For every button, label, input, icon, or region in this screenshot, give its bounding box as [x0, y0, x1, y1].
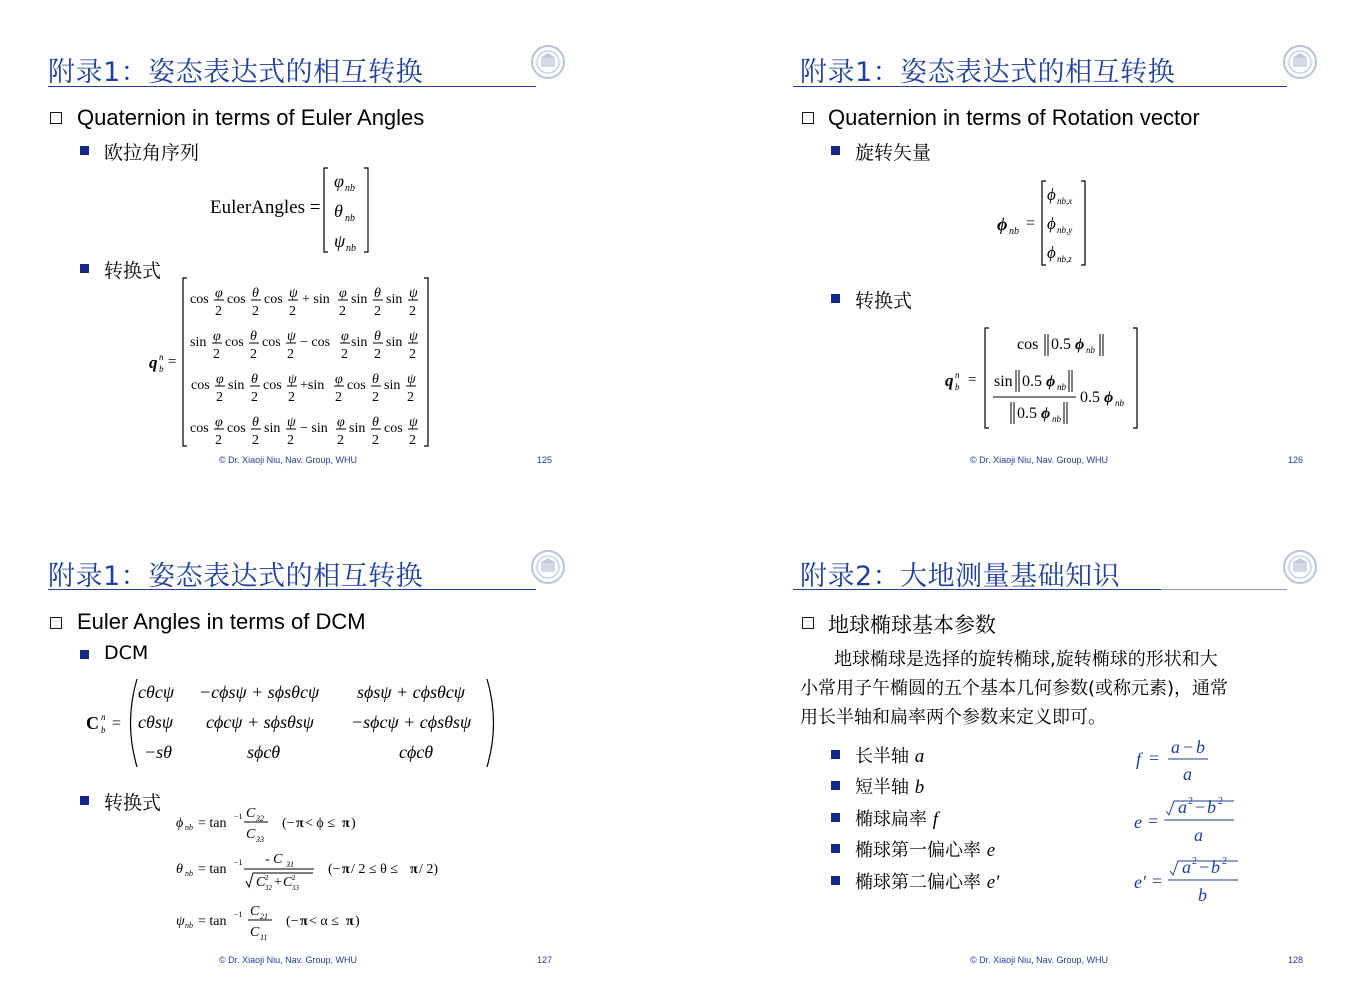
param-semi-major: 长半轴 a: [855, 746, 925, 767]
svg-text:ϕ: ϕ: [1047, 185, 1056, 204]
bullet-dcm: DCM: [104, 642, 149, 664]
svg-text:2: 2: [216, 390, 223, 405]
svg-text:π: π: [342, 862, 350, 877]
svg-text:− cos: − cos: [300, 335, 331, 350]
university-seal-icon: [1282, 549, 1318, 585]
svg-text:sin: sin: [384, 378, 401, 393]
svg-text:φ: φ: [337, 415, 345, 430]
svg-text:π: π: [346, 914, 354, 929]
svg-text:θ: θ: [252, 286, 259, 301]
svg-text:- C: - C: [265, 852, 283, 867]
section-heading: Quaternion in terms of Rotation vector: [828, 105, 1200, 130]
svg-text:ψ: ψ: [287, 329, 296, 344]
svg-text:cos: cos: [227, 292, 246, 307]
svg-text:ψ: ψ: [288, 372, 297, 387]
ellipsoid-formulas: [1126, 733, 1256, 908]
svg-text:cos: cos: [263, 378, 282, 393]
svg-text:nb: nb: [185, 921, 193, 930]
footer-credit: © Dr. Xiaoji Niu, Nav. Group, WHU: [970, 955, 1108, 965]
svg-text:a: a: [1194, 825, 1203, 845]
euler-from-dcm-formulas: [172, 797, 472, 947]
hollow-square-bullet-icon: [802, 617, 814, 629]
svg-text:2: 2: [372, 390, 379, 405]
svg-text:sin: sin: [190, 335, 207, 350]
svg-text:2: 2: [372, 433, 379, 448]
slide-126: [686, 0, 1371, 497]
svg-text:cos: cos: [190, 421, 209, 436]
svg-text:a: a: [1171, 737, 1180, 757]
svg-text:π: π: [342, 816, 350, 831]
svg-text:< α ≤: < α ≤: [309, 914, 339, 929]
university-seal-icon: [530, 44, 566, 80]
filled-square-bullet-icon: [80, 650, 89, 659]
title-underline-thin: [1161, 589, 1287, 590]
svg-text:φ: φ: [335, 372, 343, 387]
quaternion-rotation-formula: [941, 326, 1146, 432]
svg-text:2: 2: [339, 304, 346, 319]
param-flattening: 椭球扁率 f: [855, 809, 939, 830]
svg-text:−1: −1: [234, 910, 243, 919]
svg-text:nb: nb: [185, 823, 193, 832]
svg-text:φ: φ: [213, 329, 221, 344]
svg-text:C: C: [250, 925, 260, 940]
svg-text:0.5: 0.5: [1080, 389, 1100, 406]
svg-text:ψ: ψ: [176, 914, 185, 929]
svg-text:(−: (−: [286, 914, 299, 929]
svg-text:π: π: [296, 816, 304, 831]
svg-text:2: 2: [289, 304, 296, 319]
svg-text:sin: sin: [351, 335, 368, 350]
svg-text:sin: sin: [349, 421, 366, 436]
svg-text:φ: φ: [215, 415, 223, 430]
svg-text:b: b: [1211, 857, 1220, 877]
bullet-euler-sequence: 欧拉角序列: [104, 142, 200, 164]
svg-text:ϕ: ϕ: [1047, 214, 1056, 233]
svg-text:2: 2: [252, 433, 259, 448]
svg-text:cos: cos: [227, 421, 246, 436]
svg-text:=: =: [1152, 871, 1163, 891]
euler-angle-vector: [320, 166, 380, 254]
svg-text:cϕcψ + sϕsθsψ: cϕcψ + sϕsθsψ: [206, 712, 314, 732]
svg-text:−1: −1: [234, 858, 243, 867]
title-underline: [793, 86, 1287, 87]
svg-text:−: −: [1195, 797, 1206, 817]
svg-text:+: +: [274, 875, 282, 890]
svg-text:=: =: [968, 372, 977, 388]
svg-text:2: 2: [288, 390, 295, 405]
svg-text:2: 2: [374, 304, 381, 319]
svg-text:2: 2: [1218, 796, 1223, 807]
svg-text:2: 2: [287, 347, 294, 362]
svg-text:θ: θ: [334, 201, 343, 221]
svg-text:e': e': [1134, 872, 1146, 892]
ellipsoid-paragraph: 地球椭球是选择的旋转椭球,旋转椭球的形状和大 小常用子午椭圆的五个基本几何参数(或称元素)，通常 用长半轴和扁率两个参数来定义即可。: [800, 649, 1229, 728]
svg-text:(−: (−: [282, 816, 295, 831]
equation-lhs: EulerAngles =: [210, 197, 321, 218]
svg-text:32: 32: [256, 814, 264, 823]
param-second-eccentricity: 椭球第二偏心率 e': [855, 872, 1000, 893]
svg-text:−: −: [1199, 857, 1210, 877]
section-heading: Euler Angles in terms of DCM: [77, 609, 366, 634]
svg-text:=: =: [1026, 215, 1036, 232]
svg-text:nb: nb: [1115, 398, 1124, 408]
svg-text:= tan: = tan: [198, 816, 227, 831]
title-underline: [48, 86, 536, 87]
svg-text:b: b: [159, 364, 164, 374]
svg-text:cθcψ: cθcψ: [138, 682, 174, 702]
svg-text:b: b: [1196, 737, 1205, 757]
footer-credit: © Dr. Xiaoji Niu, Nav. Group, WHU: [970, 455, 1108, 465]
filled-square-bullet-icon: [80, 796, 89, 805]
svg-text:ψ: ψ: [287, 415, 296, 430]
svg-text:= tan: = tan: [198, 914, 227, 929]
section-heading: Quaternion in terms of Euler Angles: [77, 105, 425, 130]
svg-text:=: =: [112, 715, 122, 732]
svg-text:nb: nb: [345, 183, 355, 194]
svg-text:φ: φ: [215, 286, 223, 301]
svg-text:ψ: ψ: [409, 415, 418, 430]
svg-text:= tan: = tan: [198, 862, 227, 877]
svg-text:2: 2: [215, 304, 222, 319]
svg-text:sϕsψ + cϕsθcψ: sϕsψ + cϕsθcψ: [357, 682, 465, 702]
svg-text:ψ: ψ: [334, 231, 346, 251]
title-underline: [48, 589, 536, 590]
svg-text:2: 2: [215, 433, 222, 448]
svg-text:C: C: [246, 806, 256, 821]
svg-text:f: f: [1136, 749, 1142, 769]
svg-text:ψ: ψ: [407, 372, 416, 387]
svg-text:cos: cos: [347, 378, 366, 393]
svg-text:φ: φ: [341, 329, 349, 344]
bullet-conversion: 转换式: [104, 260, 162, 282]
svg-text:θ: θ: [252, 415, 259, 430]
svg-text:ϕ: ϕ: [1075, 336, 1085, 353]
svg-text:b: b: [101, 725, 106, 735]
svg-text:2: 2: [407, 390, 414, 405]
filled-square-bullet-icon: [80, 264, 89, 273]
svg-text:ϕ: ϕ: [997, 214, 1008, 234]
param-semi-minor: 短半轴 b: [855, 777, 925, 798]
svg-text:sin: sin: [386, 292, 403, 307]
svg-text:2: 2: [409, 304, 416, 319]
svg-text:b: b: [955, 382, 960, 392]
svg-text:θ: θ: [250, 329, 257, 344]
svg-text:32: 32: [265, 884, 272, 892]
svg-text:33: 33: [256, 835, 264, 844]
svg-text:cϕcθ: cϕcθ: [399, 742, 434, 762]
svg-text:θ: θ: [251, 372, 258, 387]
quaternion-euler-formula: [145, 276, 435, 448]
svg-text:2: 2: [337, 433, 344, 448]
filled-square-bullet-icon: [831, 844, 840, 853]
bullet-conversion: 转换式: [855, 290, 913, 312]
svg-text:C: C: [246, 827, 256, 842]
svg-text:a: a: [1178, 797, 1187, 817]
svg-text:cos: cos: [190, 292, 209, 307]
svg-text:n: n: [101, 712, 106, 722]
page-number: 127: [537, 955, 553, 965]
svg-text:nb: nb: [345, 213, 355, 224]
svg-text:−: −: [1183, 737, 1194, 757]
slide-125: [0, 0, 685, 497]
svg-text:nb: nb: [185, 869, 193, 878]
svg-text:C: C: [250, 904, 260, 919]
svg-text:33: 33: [292, 884, 299, 892]
svg-text:θ: θ: [372, 415, 379, 430]
svg-text:ψ: ψ: [289, 286, 298, 301]
svg-text:−sθ: −sθ: [144, 742, 172, 762]
slide-title: 附录1：姿态表达式的相互转换: [800, 57, 1176, 88]
section-heading: 地球椭球基本参数: [828, 613, 996, 637]
svg-text:ψ: ψ: [409, 286, 418, 301]
svg-text:θ: θ: [372, 372, 379, 387]
svg-text:2: 2: [251, 390, 258, 405]
svg-text:ϕ: ϕ: [176, 816, 184, 831]
footer-credit: © Dr. Xiaoji Niu, Nav. Group, WHU: [219, 955, 357, 965]
svg-text:/ 2 ≤ θ ≤: / 2 ≤ θ ≤: [351, 862, 398, 877]
page-number: 128: [1288, 955, 1304, 965]
svg-text:−1: −1: [234, 812, 243, 821]
svg-text:q: q: [945, 371, 954, 390]
bullet-conversion: 转换式: [104, 792, 162, 814]
filled-square-bullet-icon: [831, 750, 840, 759]
bullet-rotation-vector: 旋转矢量: [855, 142, 932, 164]
filled-square-bullet-icon: [831, 813, 840, 822]
svg-text:ϕ: ϕ: [1047, 243, 1056, 262]
hollow-square-bullet-icon: [802, 112, 814, 124]
svg-text:cos: cos: [191, 378, 210, 393]
svg-text:=: =: [168, 354, 177, 370]
svg-text:a: a: [1182, 857, 1191, 877]
svg-text:31: 31: [286, 860, 294, 869]
svg-text:0.5: 0.5: [1017, 405, 1037, 422]
svg-text:a: a: [1183, 764, 1192, 784]
svg-text:2: 2: [374, 347, 381, 362]
slide-128: [686, 497, 1371, 994]
svg-text:2: 2: [265, 874, 269, 882]
svg-text:+ sin: + sin: [302, 292, 330, 307]
university-seal-icon: [1282, 44, 1318, 80]
svg-text:2: 2: [287, 433, 294, 448]
svg-text:): ): [355, 914, 360, 929]
svg-text:nb,z: nb,z: [1057, 254, 1072, 264]
svg-text:φ: φ: [216, 372, 224, 387]
svg-text:sin: sin: [264, 421, 281, 436]
filled-square-bullet-icon: [80, 146, 89, 155]
svg-text:sin: sin: [994, 373, 1013, 390]
svg-text:φ: φ: [339, 286, 347, 301]
page-number: 126: [1288, 455, 1304, 465]
svg-text:C: C: [256, 875, 266, 890]
svg-text:−cϕsψ + sϕsθcψ: −cϕsψ + sϕsθcψ: [199, 682, 320, 702]
svg-text:2: 2: [213, 347, 220, 362]
svg-text:ψ: ψ: [409, 329, 418, 344]
svg-text:C: C: [86, 713, 99, 733]
svg-text:b: b: [1198, 885, 1207, 905]
svg-text:θ: θ: [176, 862, 183, 877]
svg-text:sin: sin: [386, 335, 403, 350]
svg-text:π: π: [410, 862, 418, 877]
svg-text:): ): [351, 816, 356, 831]
svg-text:2: 2: [1188, 796, 1193, 807]
slide-title: 附录2：大地测量基础知识: [800, 561, 1121, 592]
rotation-vector-definition: [991, 176, 1111, 270]
svg-text:e: e: [1134, 812, 1142, 832]
slide-127: [0, 497, 685, 994]
svg-text:− sin: − sin: [300, 421, 328, 436]
svg-text:θ: θ: [374, 286, 381, 301]
svg-text:ϕ: ϕ: [1046, 373, 1056, 390]
svg-text:2: 2: [409, 347, 416, 362]
svg-text:sϕcθ: sϕcθ: [247, 742, 281, 762]
svg-text:/ 2): / 2): [419, 862, 439, 877]
svg-text:cos: cos: [262, 335, 281, 350]
svg-text:+sin: +sin: [300, 378, 325, 393]
svg-text:(−: (−: [328, 862, 341, 877]
svg-text:< ϕ ≤: < ϕ ≤: [305, 816, 335, 831]
svg-text:ϕ: ϕ: [1041, 405, 1051, 422]
svg-text:11: 11: [260, 933, 268, 942]
svg-text:0.5: 0.5: [1022, 373, 1042, 390]
svg-text:sin: sin: [351, 292, 368, 307]
svg-text:2: 2: [1192, 856, 1197, 867]
svg-text:φ: φ: [334, 171, 344, 191]
svg-text:2: 2: [341, 347, 348, 362]
svg-text:nb: nb: [1086, 345, 1095, 355]
hollow-square-bullet-icon: [50, 617, 62, 629]
svg-text:nb: nb: [346, 243, 356, 254]
slide-title: 附录1：姿态表达式的相互转换: [48, 561, 424, 592]
svg-text:n: n: [159, 352, 164, 362]
svg-text:2: 2: [250, 347, 257, 362]
svg-text:21: 21: [260, 912, 268, 921]
footer-credit: © Dr. Xiaoji Niu, Nav. Group, WHU: [219, 455, 357, 465]
university-seal-icon: [530, 549, 566, 585]
svg-text:=: =: [1149, 748, 1160, 768]
svg-text:θ: θ: [374, 329, 381, 344]
svg-text:2: 2: [292, 874, 296, 882]
svg-text:nb: nb: [1057, 382, 1066, 392]
param-first-eccentricity: 椭球第一偏心率 e: [855, 840, 996, 861]
svg-text:cos: cos: [225, 335, 244, 350]
svg-text:−sϕcψ + cϕsθsψ: −sϕcψ + cϕsθsψ: [351, 712, 472, 732]
filled-square-bullet-icon: [831, 781, 840, 790]
svg-text:nb: nb: [1052, 414, 1061, 424]
hollow-square-bullet-icon: [50, 112, 62, 124]
filled-square-bullet-icon: [831, 876, 840, 885]
svg-text:2: 2: [335, 390, 342, 405]
svg-text:b: b: [1207, 797, 1216, 817]
svg-text:cos: cos: [384, 421, 403, 436]
page-number: 125: [537, 455, 553, 465]
filled-square-bullet-icon: [831, 146, 840, 155]
svg-text:nb,y: nb,y: [1057, 225, 1073, 235]
svg-text:nb,x: nb,x: [1057, 196, 1073, 206]
svg-text:sin: sin: [228, 378, 245, 393]
svg-text:ϕ: ϕ: [1104, 389, 1114, 406]
slide-title: 附录1：姿态表达式的相互转换: [48, 57, 424, 88]
svg-text:2: 2: [409, 433, 416, 448]
svg-text:0.5: 0.5: [1051, 336, 1071, 353]
svg-text:n: n: [955, 370, 960, 380]
svg-text:2: 2: [1222, 856, 1227, 867]
svg-text:=: =: [1148, 811, 1159, 831]
svg-text:2: 2: [252, 304, 259, 319]
dcm-matrix: [82, 675, 502, 771]
svg-text:cos: cos: [1017, 336, 1039, 353]
svg-text:cθsψ: cθsψ: [138, 712, 174, 732]
filled-square-bullet-icon: [831, 294, 840, 303]
svg-text:nb: nb: [1009, 226, 1019, 237]
svg-text:q: q: [149, 353, 158, 372]
svg-text:π: π: [300, 914, 308, 929]
title-underline: [793, 589, 1161, 590]
svg-text:C: C: [283, 875, 293, 890]
svg-text:cos: cos: [264, 292, 283, 307]
